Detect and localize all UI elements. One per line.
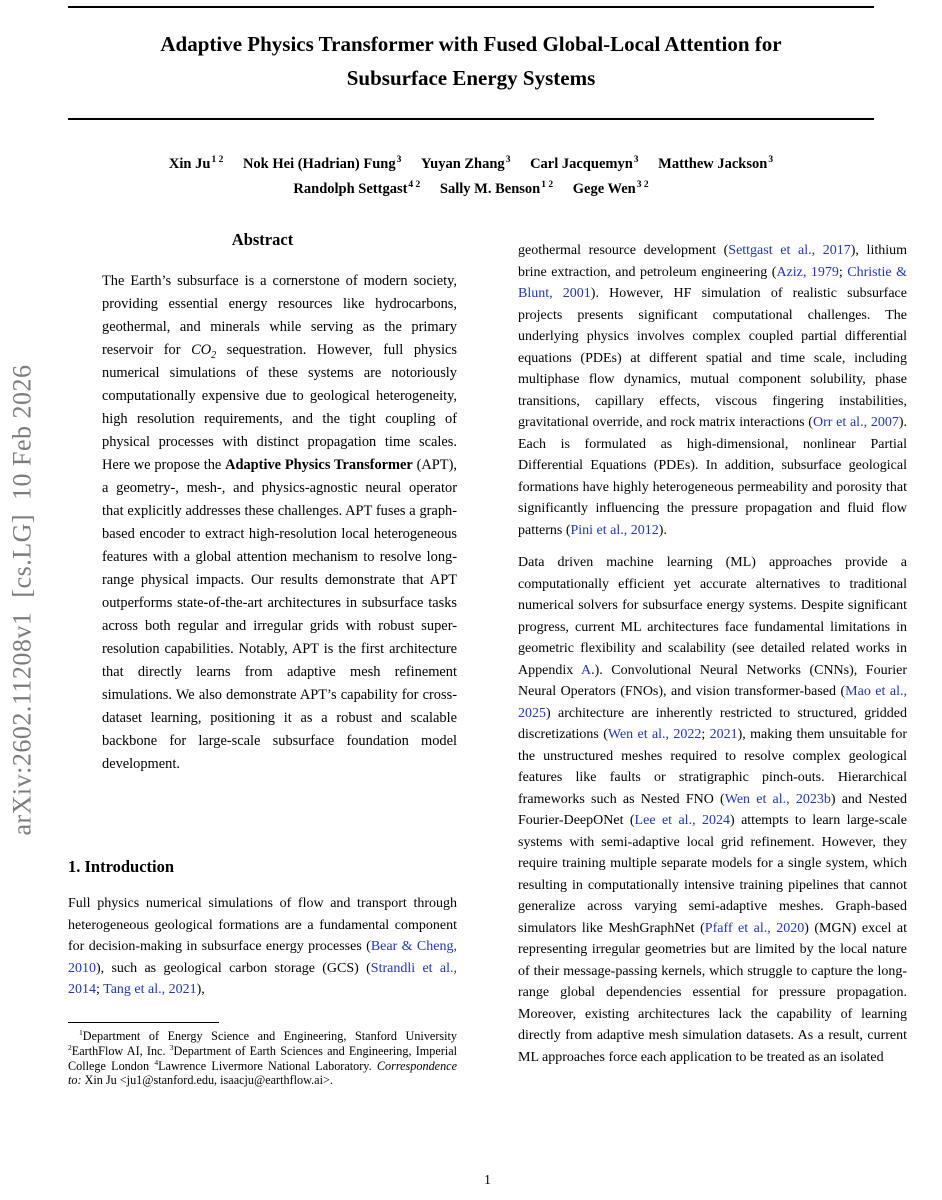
top-rule: [68, 6, 874, 8]
author: [573, 181, 649, 197]
footnote-block: [68, 1022, 457, 1088]
text-segment: CO: [191, 342, 212, 358]
author-name: Yuyan Zhang: [420, 156, 505, 172]
author-affiliation-superscript: 3: [633, 155, 639, 166]
author-name: Gege Wen: [572, 181, 636, 197]
citation-link[interactable]: Pfaff et al., 2020: [704, 920, 805, 936]
intro-paragraph: [68, 893, 457, 1001]
text-segment: The Earth’s subsurface is a cornerstone of modern society, providing essential energy resources like hydrocarbons, geothermal, and minerals while serving as the primary reservoir for: [102, 273, 457, 358]
author-affiliation-superscript: 3: [396, 155, 402, 166]
text-segment: 1: [79, 1027, 83, 1037]
footnote-rule: [68, 1022, 219, 1023]
text-segment: geothermal resource development (: [518, 243, 729, 258]
title-rule: [68, 118, 874, 120]
author-name: Xin Ju: [168, 156, 211, 172]
author-affiliation-superscript: 4 2: [408, 180, 421, 191]
text-segment: sequestration. However, full physics numerical simulations of these systems are notoriously computationally expensive due to geological heterogeneity, high resolution requirements, and the tight coupling of physical processes with distinct propagation time scales. Here we propose the: [102, 342, 457, 473]
title-line-2: Subsurface Energy Systems: [346, 66, 596, 90]
citation-link[interactable]: Mao et al., 2025: [518, 684, 907, 721]
author: [530, 156, 638, 172]
author: [658, 156, 773, 172]
text-segment: Adaptive Physics Transformer: [225, 457, 413, 473]
author: [169, 156, 223, 172]
text-segment: .). Convolutional Neural Networks (CNNs), Fourier Neural Operators (FNOs), and vision transformer-based (: [518, 662, 908, 699]
author-list: [68, 152, 874, 202]
abstract-heading: Abstract: [231, 230, 294, 249]
text-segment: Department of Energy Science and Engineering, Stanford University: [82, 1029, 457, 1043]
text-segment: Data driven machine learning (ML) approaches provide a computationally efficient yet accurate alternatives to traditional numerical solvers for subsurface energy systems. Despite significant progress, current ML architectures face fundamental limitations in geometric flexibility and scalability (see detailed related works in Appendix: [518, 555, 907, 678]
text-segment: (APT), a geometry-, mesh-, and physics-agnostic neural operator that explicitly addresses these challenges. APT fuses a graph-based encoder to extract high-resolution local heterogeneous features with a global attention mechanism to resolve long-range physical impacts. Our results demonstrate that APT outperforms state-of-the-art architectures in subsurface tasks across both regular and irregular grids with robust super-resolution capabilities. Notably, APT is the first architecture that directly learns from adaptive mesh refinement simulations. We also demonstrate APT’s capability for cross-dataset learning, positioning it as a robust and scalable backbone for large-scale subsurface foundation model development.: [102, 457, 457, 772]
text-segment: ) (MGN) excel at representing irregular geometries but are limited by the local nature of their message-passing kernels, which struggle to capture the long-range global dependencies essential for pressure propagation. Moreover, existing architectures lack the capability of learning directly from adaptive mesh simulation datasets. As a result, current ML approaches force each application to be treated as an isolated: [518, 920, 907, 1065]
author-row-2: [68, 177, 874, 202]
citation-link[interactable]: Orr et al., 2007: [812, 415, 899, 430]
author-row-1: [68, 152, 874, 177]
body-paragraph-2: [518, 552, 907, 1068]
citation-link[interactable]: Wen et al., 2023b: [724, 791, 831, 807]
author-affiliation-superscript: 3: [768, 155, 774, 166]
text-segment: 2: [211, 349, 217, 361]
text-segment: ), making them unsuitable for the unstructured meshes required to resolve complex geological features like faults or stratigraphic pinch-outs. Hierarchical frameworks such as Nested FNO (: [518, 727, 908, 807]
text-segment: Full physics numerical simulations of flow and transport through heterogeneous geological formations are a fundamental component for decision-making in subsurface energy processes (: [68, 896, 457, 954]
text-segment: EarthFlow AI, Inc.: [71, 1043, 170, 1058]
text-segment: ) architecture are inherently restricted to structured, gridded discretizations (: [518, 705, 907, 742]
page-number: 1: [484, 1172, 491, 1187]
author-name: Nok Hei (Hadrian) Fung: [242, 156, 396, 172]
right-column: [518, 240, 907, 1068]
title-line-1: Adaptive Physics Transformer with Fused Global-Local Attention for: [160, 32, 782, 56]
text-segment: ).: [658, 522, 667, 538]
text-segment: Department of Earth Sciences and Engineering, Imperial College London: [68, 1043, 458, 1073]
citation-link[interactable]: Wen et al., 2022: [607, 727, 702, 742]
citation-link[interactable]: Settgast et al., 2017: [728, 243, 851, 258]
author: [293, 181, 420, 197]
text-segment: 3: [169, 1042, 174, 1052]
citation-link[interactable]: Pini et al., 2012: [570, 522, 659, 538]
text-segment: Correspondence to:: [68, 1058, 457, 1088]
author: [243, 156, 401, 172]
author: [440, 181, 553, 197]
citation-link[interactable]: A: [580, 662, 592, 678]
author-affiliation-superscript: 3 2: [636, 180, 649, 191]
author-affiliation-superscript: 3: [505, 155, 511, 166]
author-name: Matthew Jackson: [658, 156, 768, 172]
author-name: Carl Jacquemyn: [530, 156, 633, 172]
abstract-paragraph: [102, 270, 457, 856]
text-segment: ;: [701, 727, 710, 742]
text-segment: ) attempts to learn large-scale systems with semi-adaptive local grid refinement. However, they require training multiple separate models for a single system, which resulting in computationally intensive training pipelines that cannot generalize across varying semi-adaptive meshes. Graph-based simulators like MeshGraphNet (: [518, 813, 908, 936]
text-segment: ;: [96, 982, 104, 997]
citation-link[interactable]: 2021: [709, 727, 738, 742]
author-affiliation-superscript: 1 2: [541, 180, 554, 191]
text-segment: 2: [68, 1042, 72, 1052]
author: [421, 156, 510, 172]
author-name: Sally M. Benson: [439, 181, 541, 197]
text-segment: ),: [196, 982, 205, 997]
text-segment: ). However, HF simulation of realistic subsurface projects presents significant computational challenges. The underlying physics involves complex coupled partial differential equations (PDEs) at different spatial and time scale, including multiphase flow dynamics, mutual component solubility, phase transitions, capillary effects, viscous fingering instabilities, gravitational override, and rock matrix interactions (: [518, 286, 907, 430]
citation-link[interactable]: Lee et al., 2024: [634, 813, 730, 828]
footnote-text: [68, 1029, 457, 1088]
paper-title: [68, 27, 874, 95]
citation-link[interactable]: Bear & Cheng, 2010: [68, 939, 457, 976]
text-segment: Xin Ju <ju1@stanford.edu, isaacju@earthflow.ai>.: [81, 1073, 333, 1088]
text-segment: ). Each is formulated as high-dimensional, nonlinear Partial Differential Equations (PDEs). In addition, subsurface geological formations have highly heterogeneous permeability and porosity that significantly influencing the pressure propagation and fluid flow patterns (: [518, 415, 907, 538]
text-segment: ), lithium brine extraction, and petroleum engineering (: [518, 243, 907, 280]
text-segment: ), such as geological carbon storage (GCS) (: [96, 960, 371, 976]
citation-link[interactable]: Aziz, 1979: [776, 264, 839, 280]
text-segment: ;: [838, 264, 848, 280]
left-column: [68, 229, 457, 1001]
citation-link[interactable]: Tang et al., 2021: [103, 982, 197, 997]
author-name: Randolph Settgast: [293, 181, 408, 197]
citation-link[interactable]: Strandli et al., 2014: [68, 960, 457, 997]
section-heading-introduction: 1. Introduction: [68, 857, 175, 876]
arxiv-watermark: arXiv:2602.11208v1 [cs.LG] 10 Feb 2026: [8, 364, 37, 836]
text-segment: 4: [154, 1057, 159, 1067]
body-paragraph-1: [518, 240, 907, 541]
text-segment: ) and Nested Fourier-DeepONet (: [518, 791, 907, 828]
arxiv-watermark-strip: [0, 0, 46, 1200]
text-segment: Lawrence Livermore National Laboratory.: [158, 1058, 377, 1073]
author-affiliation-superscript: 1 2: [211, 155, 224, 166]
citation-link[interactable]: Christie & Blunt, 2001: [518, 264, 907, 301]
